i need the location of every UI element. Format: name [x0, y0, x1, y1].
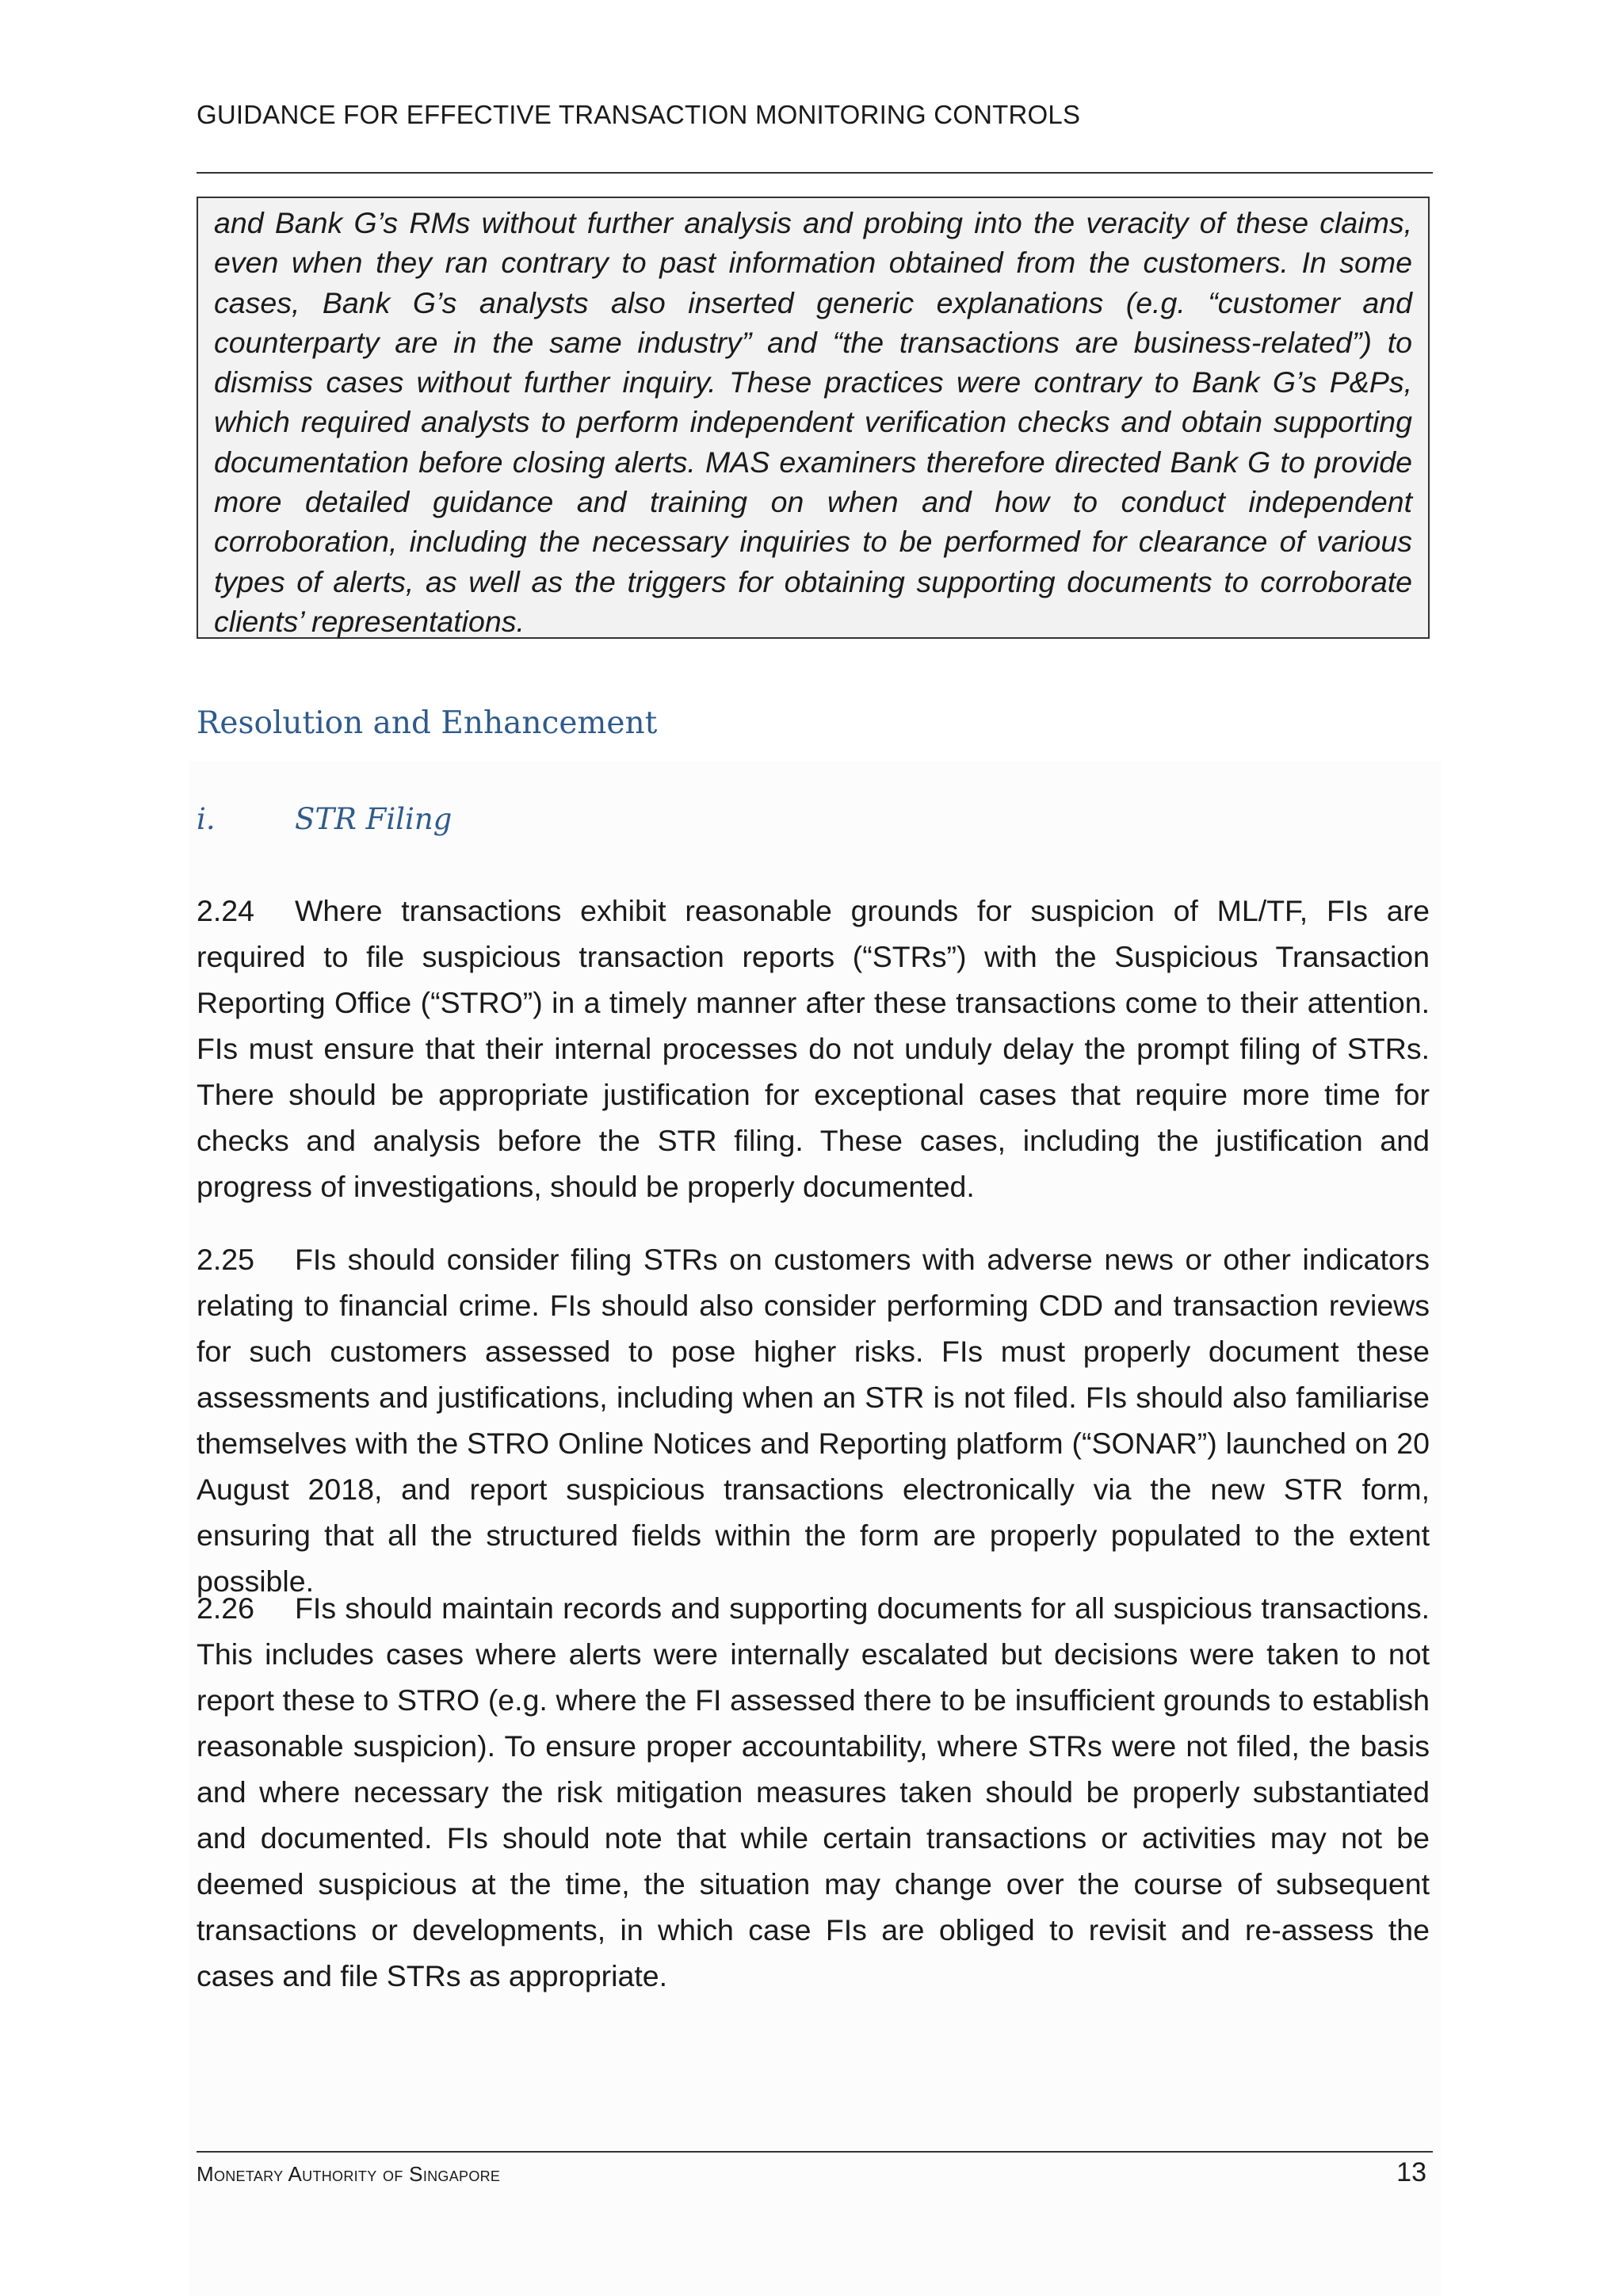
paragraph-text: FIs should maintain records and supporting documents for all suspicious transactions. This includes cases where alerts were internally escalated but decisions were taken to not report these to STRO (e.g. where the FI assessed there to be insufficient grounds to establish reasonable suspicion). To ensure proper accountability, where STRs were not filed, the basis and where necessary the risk mitigation measures taken should be properly substantiated and documented. FIs should note that while certain transactions or activities may not be deemed suspicious at the time, the situation may change over the course of subsequent transactions or developments, in which case FIs are obliged to revisit and re-assess the cases and file STRs as appropriate. [197, 1591, 1430, 1992]
subsection-heading [197, 802, 452, 836]
paragraph-text: FIs should consider filing STRs on customers with adverse news or other indicators relating to financial crime. FIs should also consider performing CDD and transaction reviews for such customers assessed to pose higher risks. FIs must properly document these assessments and justifications, including when an STR is not filed. FIs should also familiarise themselves with the STRO Online Notices and Reporting platform (“SONAR”) launched on 20 August 2018, and report suspicious transactions electronically via the new STR form, ensuring that all the structured fields within the form are properly populated to the extent possible. [197, 1243, 1430, 1598]
section-title: Resolution and Enhancement [197, 705, 658, 741]
paragraph-2-25 [197, 1236, 1430, 1604]
page-number: 13 [1396, 2157, 1426, 2187]
footer-organization: Monetary Authority of Singapore [197, 2162, 501, 2186]
paragraph-text: Where transactions exhibit reasonable grounds for suspicion of ML/TF, FIs are required to file suspicious transaction reports (“STRs”) with the Suspicious Transaction Reporting Office (“STRO”) in a timely manner after these transactions come to their attention. FIs must ensure that their internal processes do not unduly delay the prompt filing of STRs. There should be appropriate justification for exceptional cases that require more time for checks and analysis before the STR filing. These cases, including the justification and progress of investigations, should be properly documented. [197, 894, 1430, 1203]
case-study-box [197, 197, 1430, 639]
paragraph-2-26 [197, 1585, 1430, 1999]
paragraph-number: 2.25 [197, 1243, 254, 1276]
subsection-title: STR Filing [295, 802, 453, 836]
case-study-text: and Bank G’s RMs without further analysis and probing into the veracity of these claims, even when they ran contrary to past information obtained from the customers. In some cases, Bank G’s analysts also inserted generic explanations (e.g. “customer and counterparty are in the same industry” and “the transactions are business-related”) to dismiss cases without further inquiry. These practices were contrary to Bank G’s P&Ps, which required analysts to perform independent verification checks and obtain supporting documentation before closing alerts. MAS examiners therefore directed Bank G to provide more detailed guidance and training on when and how to conduct independent corroboration, including the necessary inquiries to be performed for clearance of various types of alerts, as well as the triggers for obtaining supporting documents to corroborate clients’ representations. [214, 206, 1412, 638]
footer-rule [197, 2151, 1433, 2153]
running-header: GUIDANCE FOR EFFECTIVE TRANSACTION MONITORING CONTROLS [197, 100, 1081, 129]
paragraph-number: 2.26 [197, 1591, 254, 1625]
header-rule [197, 172, 1433, 174]
paragraph-2-24 [197, 888, 1430, 1209]
paragraph-number: 2.24 [197, 894, 254, 927]
subsection-numeral: i. [197, 802, 216, 836]
